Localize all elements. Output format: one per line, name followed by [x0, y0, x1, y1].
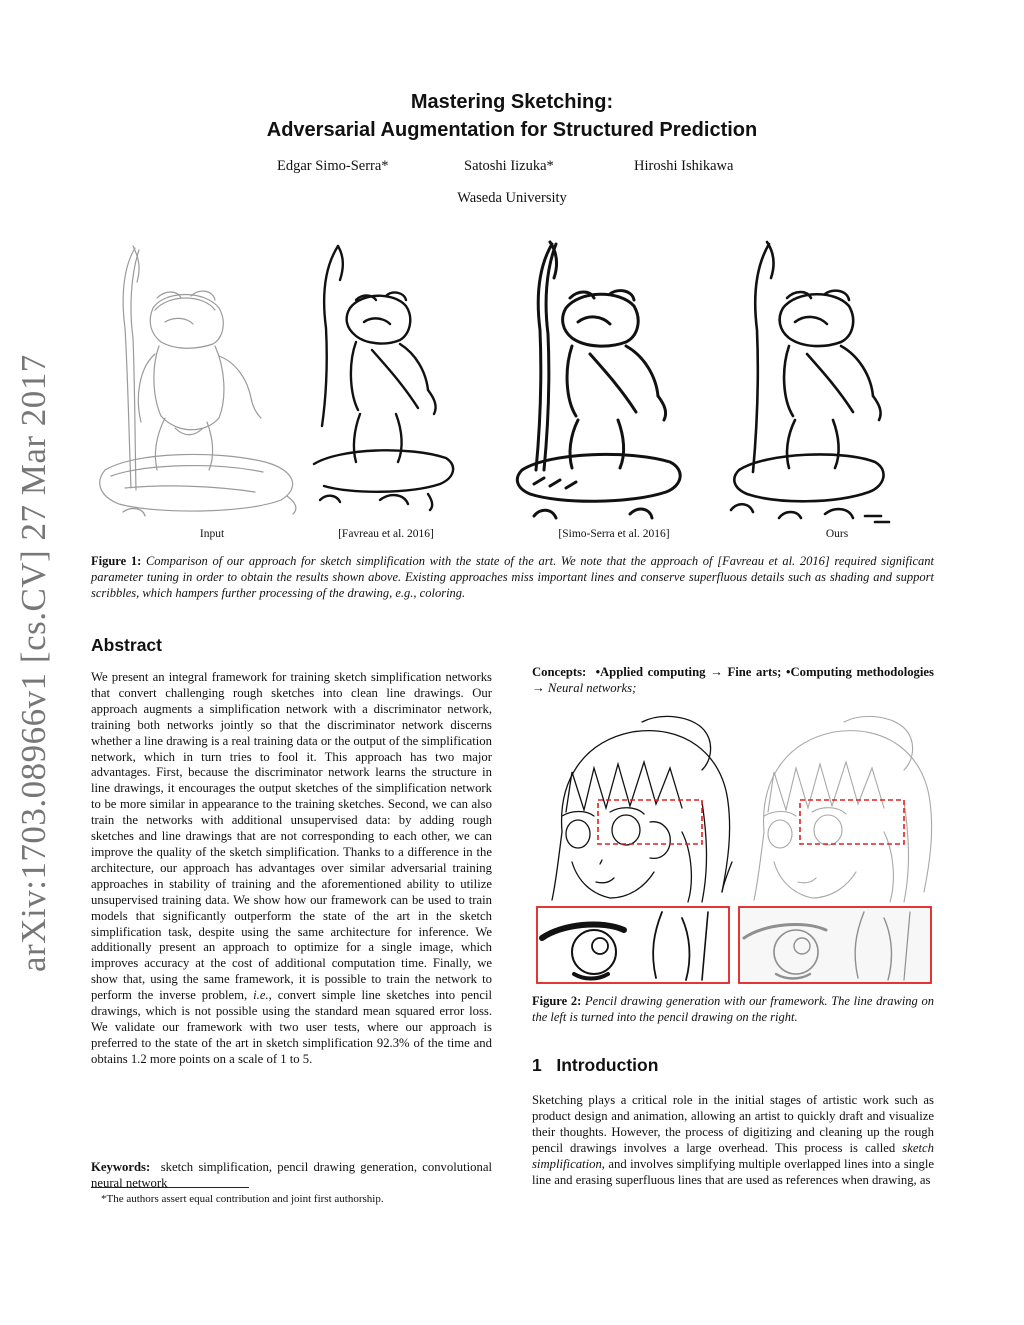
- footnote: *The authors assert equal contribution and joint first authorship.: [101, 1193, 384, 1205]
- introduction-number: 1: [532, 1055, 542, 1075]
- introduction-heading: [532, 1055, 658, 1076]
- figure2-caption: [532, 993, 934, 1025]
- arxiv-stamp: arXiv:1703.08966v1 [cs.CV] 27 Mar 2017: [14, 354, 53, 972]
- concepts-item1: •Applied computing: [595, 665, 706, 679]
- introduction-title: Introduction: [556, 1055, 659, 1075]
- concepts-arrow-2: →: [532, 680, 545, 695]
- figure1-caption: [91, 553, 934, 601]
- author-3: Hiroshi Ishikawa: [634, 158, 734, 174]
- paper-title: [0, 88, 1024, 144]
- figure2-image: [532, 712, 936, 988]
- abstract-text-part2: , convert simple line sketches into pencil drawings, which is not possible using the standard mean squared error loss. We validate our framework with two user tests, where our approach is preferred to the state of the art in sketch simplification 92.3% of the time and obtains 1.2 more points on a scale of 1 to 5.: [91, 988, 492, 1066]
- abstract-heading: Abstract: [91, 635, 162, 655]
- concepts-item2-tail: Neural networks;: [547, 680, 637, 695]
- figure1-ours-output: [725, 238, 895, 530]
- keywords-label: Keywords:: [91, 1160, 151, 1174]
- introduction-text: [532, 1093, 934, 1188]
- concepts-item1-tail: Fine arts;: [727, 665, 782, 679]
- author-1: Edgar Simo-Serra*: [277, 158, 389, 174]
- figure1-caption-ours: Ours: [825, 528, 849, 540]
- figure1-favreau-output: [300, 238, 460, 530]
- affiliation: Waseda University: [457, 190, 567, 206]
- figure2-zoom-box-right: [739, 907, 931, 983]
- title-line-2: Adversarial Augmentation for Structured Prediction: [266, 119, 758, 141]
- figure1-caption-favreau: [Favreau et al. 2016]: [338, 528, 434, 540]
- introduction-emph: sketch simplification: [532, 1140, 934, 1171]
- introduction-text-part2: , and involves simplifying multiple overlapped lines into a single line and erasing superfluous lines that are used as references when drawing, as: [532, 1156, 934, 1187]
- concepts-item2: •Computing methodologies: [786, 665, 934, 679]
- abstract-text: [91, 670, 492, 1068]
- figure2-pencil-drawing: [754, 716, 932, 902]
- concepts: [532, 665, 934, 697]
- concepts-label: Concepts:: [532, 665, 587, 679]
- figure1-input-sketch: [95, 238, 305, 530]
- abstract-ie: i.e.: [253, 988, 269, 1003]
- title-line-1: Mastering Sketching:: [410, 91, 614, 113]
- figure1-simoserra-output: [510, 238, 690, 530]
- figure2-line-drawing: [552, 716, 732, 902]
- figure2-caption-text: Pencil drawing generation with our framework. The line drawing on the left is turned into the pencil drawing on the right.: [532, 994, 935, 1024]
- abstract-text-part1: We present an integral framework for training sketch simplification networks that convert challenging rough sketches into clean line drawings. Our approach augments a simplification network with a discriminator network, training both networks jointly so that the discriminator network discerns whether a line drawing is a real training data or the output of the simplification network, which in turn tries to fool it. This approach has two major advantages. First, because the discriminator network learns the structure in line drawings, it encourages the output sketches of the simplification network to be more similar in appearance to the training sketches. Second, we can also train the networks with additional unsupervised data: by adding rough sketches and line drawings that are not corresponding to each other, we can improve the quality of the sketch simplification. Thanks to a difference in the architecture, our approach has advantages over similar adversarial training approaches in stability of training and the aforementioned ability to utilize unsupervised training data. We show how our framework can be used to train models that significantly outperform the state of the art in the sketch simplification task, despite using the same architecture for inference. We additionally present an approach to optimize for a single image, which improves accuracy at the cost of additional computation time. Finally, we show that, using the same framework, it is possible to train the network to perform the inverse problem,: [91, 670, 492, 1003]
- figure1-caption-input: Input: [199, 528, 225, 540]
- figure2-zoom-box-left: [537, 907, 729, 983]
- introduction-text-part1: Sketching plays a critical role in the initial stages of artistic work such as product design and animation, allowing an artist to quickly draft and visualize their thoughts. However, the process of digitizing and cleaning up the rough pencil drawings involves a large overhead. This process is called: [532, 1093, 934, 1155]
- figure2-label: Figure 2:: [532, 994, 582, 1008]
- keywords-text: sketch simplification, pencil drawing generation, convolutional neural network: [91, 1160, 493, 1190]
- figure1-caption-simoserra: [Simo-Serra et al. 2016]: [558, 528, 670, 540]
- footnote-rule: [91, 1187, 249, 1188]
- concepts-arrow-1: →: [710, 665, 723, 679]
- figure1-caption-text: Comparison of our approach for sketch simplification with the state of the art. We note that the approach of [Favreau et al. 2016] required significant parameter tuning in order to obtain the results shown above. Existing approaches miss important lines and conserve superfluous details such as shading and support scribbles, which hampers further processing of the drawing, e.g., coloring.: [91, 554, 934, 600]
- author-2: Satoshi Iizuka*: [464, 158, 554, 174]
- figure1-label: Figure 1:: [91, 554, 142, 568]
